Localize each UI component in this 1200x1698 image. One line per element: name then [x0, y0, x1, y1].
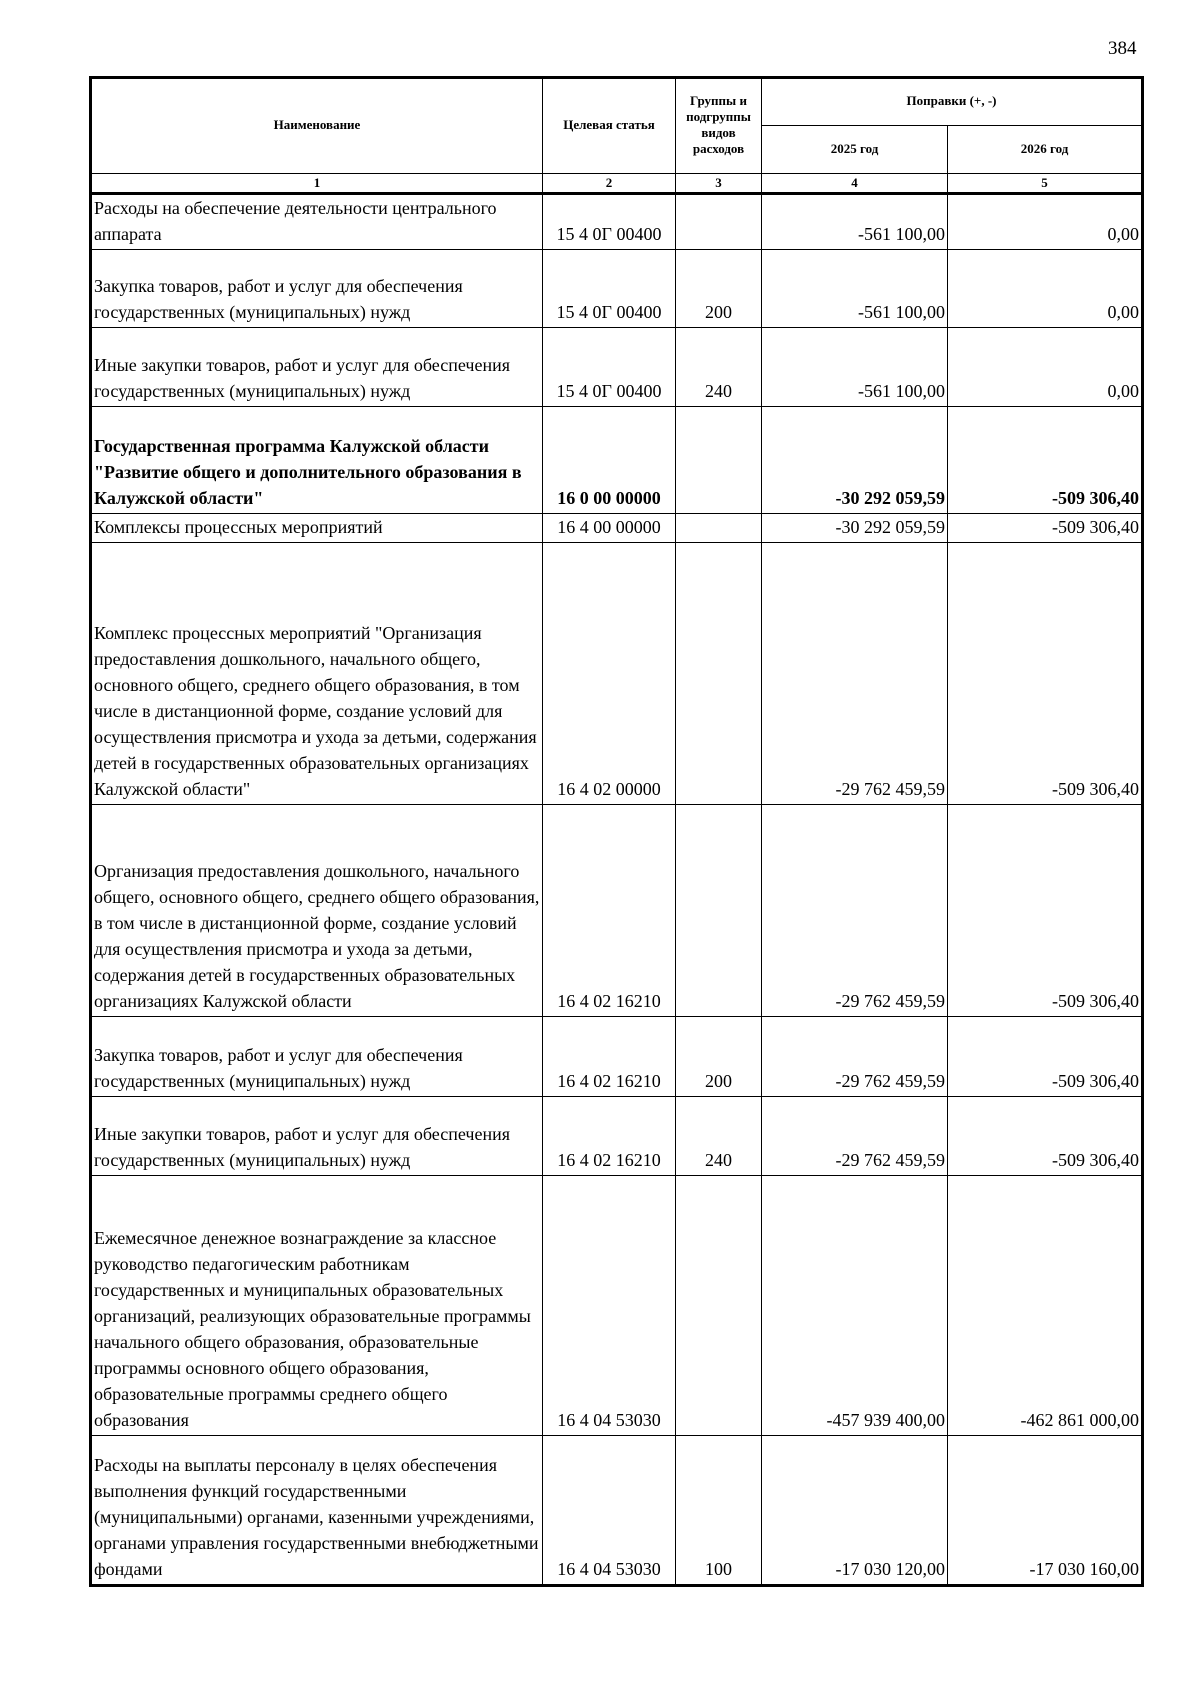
row-target-code: 16 4 02 16210	[543, 805, 676, 1017]
column-number-2: 2	[543, 174, 676, 194]
row-expense-group: 200	[676, 250, 762, 328]
table-row	[91, 1097, 1143, 1176]
row-target-code: 16 4 02 16210	[543, 1017, 676, 1097]
row-name: Комплекс процессных мероприятий "Организация предоставления дошкольного, начального общего, основного общего, среднего общего образования, в том числе в дистанционной форме, создание условий для осуществления присмотра и ухода за детьми, содержания детей в государственных образовательных организациях Калужской области"	[91, 543, 543, 805]
table-row	[91, 328, 1143, 407]
budget-amendments-table	[89, 76, 1144, 1587]
row-expense-group: 240	[676, 1097, 762, 1176]
row-name: Иные закупки товаров, работ и услуг для обеспечения государственных (муниципальных) нужд	[91, 1097, 543, 1176]
row-amount-2026: -509 306,40	[948, 805, 1143, 1017]
row-name: Иные закупки товаров, работ и услуг для обеспечения государственных (муниципальных) нужд	[91, 328, 543, 407]
row-expense-group: 240	[676, 328, 762, 407]
row-expense-group	[676, 805, 762, 1017]
row-expense-group	[676, 1176, 762, 1436]
row-amount-2026: -509 306,40	[948, 1017, 1143, 1097]
row-expense-group	[676, 514, 762, 543]
row-expense-group	[676, 543, 762, 805]
header-target: Целевая статья	[543, 78, 676, 174]
table-row	[91, 514, 1143, 543]
row-expense-group: 100	[676, 1436, 762, 1586]
column-number-3: 3	[676, 174, 762, 194]
table-row	[91, 194, 1143, 250]
column-number-1: 1	[91, 174, 543, 194]
row-amount-2025: -29 762 459,59	[762, 1017, 948, 1097]
row-name: Закупка товаров, работ и услуг для обеспечения государственных (муниципальных) нужд	[91, 250, 543, 328]
table-row	[91, 1176, 1143, 1436]
column-number-4: 4	[762, 174, 948, 194]
row-expense-group	[676, 194, 762, 250]
row-amount-2025: -561 100,00	[762, 328, 948, 407]
row-amount-2026: 0,00	[948, 250, 1143, 328]
row-amount-2025: -457 939 400,00	[762, 1176, 948, 1436]
row-target-code: 16 0 00 00000	[543, 407, 676, 514]
row-amount-2025: -30 292 059,59	[762, 407, 948, 514]
table-row	[91, 1017, 1143, 1097]
row-name: Организация предоставления дошкольного, начального общего, основного общего, среднего общего образования, в том числе в дистанционной форме, создание условий для осуществления присмотра и ухода за детьми, содержания детей в государственных образовательных организациях Калужской области	[91, 805, 543, 1017]
row-amount-2025: -561 100,00	[762, 194, 948, 250]
table-row	[91, 407, 1143, 514]
header-amendments: Поправки (+, -)	[762, 78, 1143, 126]
row-amount-2025: -29 762 459,59	[762, 805, 948, 1017]
row-target-code: 15 4 0Г 00400	[543, 250, 676, 328]
row-expense-group	[676, 407, 762, 514]
row-amount-2026: -509 306,40	[948, 1097, 1143, 1176]
row-target-code: 16 4 04 53030	[543, 1436, 676, 1586]
row-amount-2025: -561 100,00	[762, 250, 948, 328]
row-name: Комплексы процессных мероприятий	[91, 514, 543, 543]
row-expense-group: 200	[676, 1017, 762, 1097]
row-name: Ежемесячное денежное вознаграждение за классное руководство педагогическим работникам государственных и муниципальных образовательных организаций, реализующих образовательные программы начального общего образования, образовательные программы основного общего образования, образовательные программы среднего общего образования	[91, 1176, 543, 1436]
table-row	[91, 543, 1143, 805]
table-row	[91, 805, 1143, 1017]
header-year-2026: 2026 год	[948, 126, 1143, 174]
table-row	[91, 250, 1143, 328]
row-amount-2026: 0,00	[948, 194, 1143, 250]
row-amount-2025: -17 030 120,00	[762, 1436, 948, 1586]
column-number-5: 5	[948, 174, 1143, 194]
row-name: Расходы на обеспечение деятельности центрального аппарата	[91, 194, 543, 250]
header-group: Группы и подгруппы видов расходов	[676, 78, 762, 174]
row-amount-2026: -509 306,40	[948, 543, 1143, 805]
table-row	[91, 1436, 1143, 1586]
row-target-code: 15 4 0Г 00400	[543, 328, 676, 407]
row-target-code: 16 4 04 53030	[543, 1176, 676, 1436]
row-target-code: 16 4 02 00000	[543, 543, 676, 805]
row-amount-2025: -29 762 459,59	[762, 1097, 948, 1176]
row-name: Государственная программа Калужской области "Развитие общего и дополнительного образования в Калужской области"	[91, 407, 543, 514]
row-amount-2026: -17 030 160,00	[948, 1436, 1143, 1586]
row-target-code: 15 4 0Г 00400	[543, 194, 676, 250]
row-amount-2026: -509 306,40	[948, 407, 1143, 514]
row-name: Расходы на выплаты персоналу в целях обеспечения выполнения функций государственными (муниципальными) органами, казенными учреждениями, органами управления государственными внебюджетными фондами	[91, 1436, 543, 1586]
row-amount-2026: 0,00	[948, 328, 1143, 407]
row-amount-2026: -509 306,40	[948, 514, 1143, 543]
header-year-2025: 2025 год	[762, 126, 948, 174]
row-amount-2025: -29 762 459,59	[762, 543, 948, 805]
row-amount-2025: -30 292 059,59	[762, 514, 948, 543]
row-target-code: 16 4 02 16210	[543, 1097, 676, 1176]
header-name: Наименование	[91, 78, 543, 174]
row-name: Закупка товаров, работ и услуг для обеспечения государственных (муниципальных) нужд	[91, 1017, 543, 1097]
row-amount-2026: -462 861 000,00	[948, 1176, 1143, 1436]
page-number: 384	[1108, 38, 1137, 59]
row-target-code: 16 4 00 00000	[543, 514, 676, 543]
